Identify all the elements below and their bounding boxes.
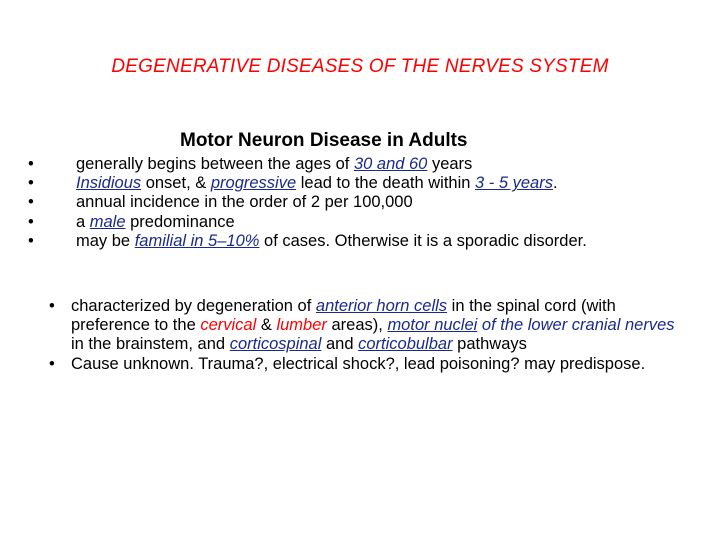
bullet-familial [28, 232, 678, 251]
bullet-list-main [28, 155, 678, 251]
bullet-text: in the spinal cord (with preference to the [71, 297, 616, 335]
bullet-text: may be [76, 231, 135, 250]
bullet-text: pathways [452, 335, 527, 354]
bullet-male [28, 213, 678, 232]
slide-title: DEGENERATIVE DISEASES OF THE NERVES SYSTEM [111, 56, 609, 77]
bullet-text: onset, & [141, 174, 211, 193]
highlight-male: male [89, 212, 126, 231]
highlight-lumber: lumber [276, 316, 327, 335]
highlight-progressive: progressive [210, 174, 297, 193]
bullet-text: a [76, 212, 90, 231]
bullet-text: in the brainstem, and [71, 335, 230, 354]
bullet-characterized [49, 297, 689, 355]
highlight-corticobulbar: corticobulbar [358, 335, 453, 354]
highlight-years: 3 - 5 years [475, 174, 553, 193]
bullet-text: years [427, 155, 473, 173]
highlight-familial: familial in 5–10% [134, 231, 260, 250]
bullet-list-secondary [49, 297, 689, 374]
bullet-text: Cause unknown. Trauma?, electrical shock?, lead poisoning? may predispose. [71, 354, 646, 373]
bullet-cause [49, 355, 689, 374]
bullet-text: annual incidence in the order of 2 per 100,000 [76, 193, 413, 212]
highlight-motor-nuclei: motor nuclei [387, 316, 478, 335]
bullet-age-range [28, 155, 678, 174]
highlight-cranial-nerves: of the lower cranial nerves [477, 316, 675, 335]
bullet-text: generally begins between the ages of [76, 155, 354, 173]
bullet-text: predominance [125, 212, 235, 231]
bullet-onset [28, 174, 678, 193]
bullet-text: and [321, 335, 359, 354]
highlight-anterior-horn: anterior horn cells [315, 297, 448, 315]
highlight-insidious: Insidious [76, 174, 142, 193]
highlight-age: 30 and 60 [353, 155, 428, 173]
bullet-text: . [552, 174, 558, 193]
bullet-text: lead to the death within [296, 174, 476, 193]
highlight-cervical: cervical [200, 316, 257, 335]
bullet-incidence [28, 193, 678, 212]
bullet-text: characterized by degeneration of [71, 297, 316, 315]
bullet-text: of cases. Otherwise it is a sporadic disorder. [259, 231, 587, 250]
bullet-text: & [256, 316, 277, 335]
bullet-text: areas), [326, 316, 388, 335]
slide-subtitle: Motor Neuron Disease in Adults [180, 130, 468, 151]
highlight-corticospinal: corticospinal [229, 335, 322, 354]
